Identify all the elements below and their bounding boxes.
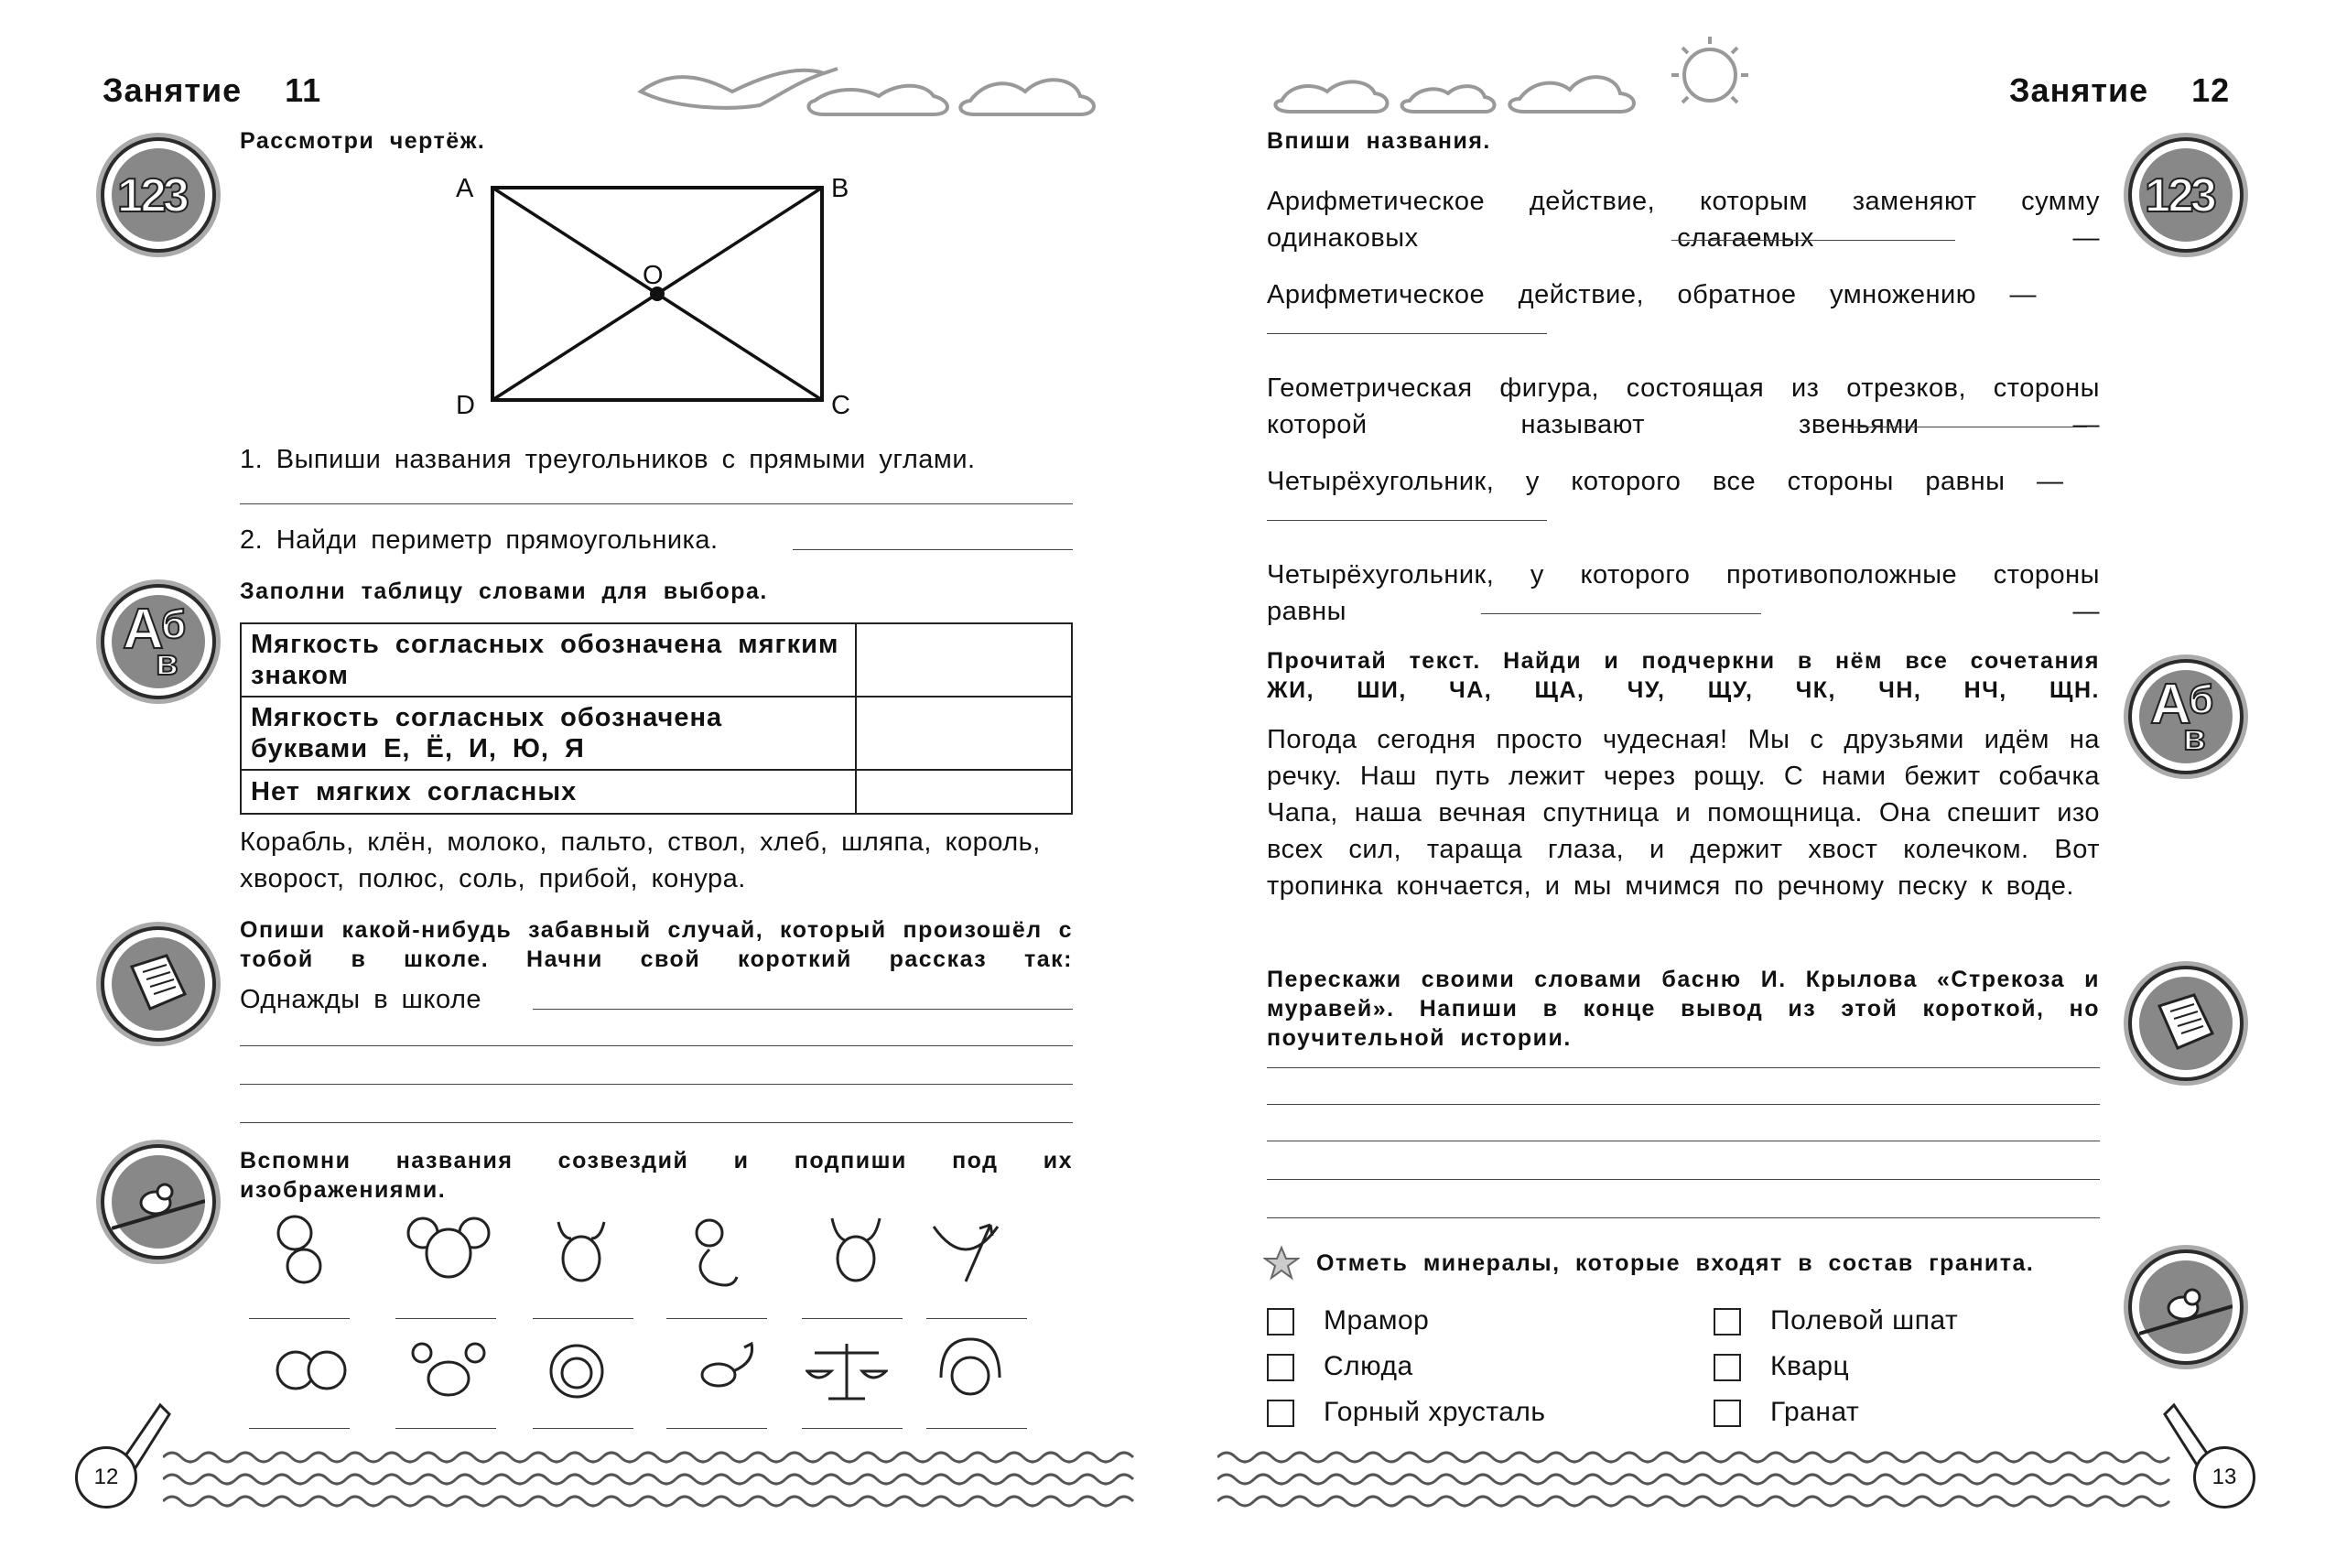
left-page-number-badge [75, 1446, 137, 1509]
right-ex3-instruction: Перескажи своими словами басню И. Крылова «Стрекоза и муравей». Напиши в конце вывод из этой короткой, но поучительной истории. [1267, 967, 2100, 1051]
label-a: A [456, 174, 474, 203]
mineral-checkbox[interactable] [1267, 1400, 1294, 1427]
mineral-option[interactable] [1267, 1298, 1429, 1344]
definition-answer-line[interactable] [1267, 520, 1547, 521]
zodiac-pisces-icon [267, 1213, 331, 1286]
retell-line[interactable] [1267, 1179, 2100, 1180]
table-answer-cell[interactable] [856, 770, 1072, 814]
definition-5 [1267, 557, 2100, 630]
mineral-option-label: Мрамор [1324, 1305, 1430, 1336]
definition-answer-line[interactable] [1481, 613, 1761, 614]
mineral-option-label: Горный хрусталь [1324, 1397, 1546, 1427]
definition-answer-line[interactable] [1267, 333, 1547, 334]
left-ex2-instruction: Заполни таблицу словами для выбора. [240, 579, 768, 604]
letters-badge-v: в [156, 643, 178, 683]
left-lesson-title: Занятие [103, 71, 243, 109]
letters-badge-v: в [2183, 718, 2206, 758]
mineral-option[interactable] [1267, 1344, 1413, 1390]
zodiac-answer-line[interactable] [666, 1428, 767, 1429]
wavy-divider [1217, 1446, 2179, 1510]
wavy-divider [163, 1446, 1142, 1510]
definition-1-text [1267, 183, 2100, 256]
left-ex1-q2: 2. Найди периметр прямоугольника. [240, 525, 719, 555]
book-badge-icon [101, 926, 216, 1042]
story-line[interactable] [240, 1122, 1073, 1123]
right-page-number-badge [2193, 1446, 2255, 1509]
zodiac-virgo-icon [934, 1332, 1007, 1410]
zodiac-taurus-icon [549, 1213, 613, 1286]
zodiac-aries-icon [403, 1213, 494, 1286]
mineral-checkbox[interactable] [1267, 1308, 1294, 1336]
definition-5-label: Четырёхугольник, у которого противоположные стороны равны — [1267, 560, 2100, 626]
right-lesson-heading [2009, 71, 2230, 110]
letters-badge-a: А [123, 598, 164, 661]
book-icon [123, 948, 194, 1020]
star-icon [1263, 1245, 1300, 1281]
left-ex4-instruction: Вспомни названия созвездий и подпиши под их изображениями. [240, 1148, 1073, 1203]
right-page-number: 13 [2211, 1465, 2237, 1489]
right-lesson-number: 12 [2191, 71, 2231, 109]
zodiac-scorpio-icon [682, 1335, 764, 1408]
zodiac-leo-icon [545, 1335, 609, 1408]
zodiac-answer-line[interactable] [395, 1428, 496, 1429]
mineral-checkbox[interactable] [1267, 1354, 1294, 1381]
book-icon [2150, 988, 2222, 1059]
zodiac-cancer-icon [407, 1338, 490, 1402]
bird-on-branch-icon [2139, 1260, 2233, 1354]
definition-4 [1267, 463, 2100, 536]
letters-badge-a: А [2150, 673, 2191, 736]
left-ex2-words: Корабль, клён, молоко, пальто, ствол, хлеб, шляпа, король, хворост, полюс, соль, прибой, конура. [240, 827, 1041, 893]
zodiac-capricorn-icon [819, 1213, 892, 1286]
mineral-option-label: Кварц [1770, 1351, 1850, 1381]
mineral-checkbox[interactable] [1714, 1400, 1741, 1427]
bird-badge-icon [2128, 1249, 2244, 1365]
mineral-option-label: Слюда [1324, 1351, 1413, 1381]
letters-badge-b: б [161, 602, 187, 647]
left-ex3-instruction: Опиши какой-нибудь забавный случай, который произошёл с тобой в школе. Начни свой короткий рассказ так: [240, 917, 1073, 972]
left-page-number: 12 [93, 1465, 119, 1489]
table-answer-cell[interactable] [856, 697, 1072, 770]
mineral-option[interactable] [1267, 1390, 1546, 1435]
zodiac-libra-icon [806, 1335, 888, 1408]
zodiac-gemini-icon [270, 1338, 352, 1402]
retell-line[interactable] [1267, 1104, 2100, 1105]
left-ex3-starter: Однажды в школе [240, 985, 481, 1014]
mineral-option-label: Гранат [1770, 1397, 1860, 1427]
story-line[interactable] [240, 1045, 1073, 1046]
book-badge-icon [2128, 966, 2244, 1081]
left-lesson-number: 11 [285, 71, 322, 109]
right-lesson-title: Занятие [2009, 71, 2149, 109]
zodiac-answer-line[interactable] [926, 1428, 1027, 1429]
zodiac-answer-line[interactable] [802, 1428, 903, 1429]
zodiac-answer-line[interactable] [533, 1428, 633, 1429]
definition-3 [1267, 370, 2100, 443]
definition-1 [1267, 183, 2100, 256]
right-ex1-instruction: Впиши названия. [1267, 128, 1491, 154]
table-row-label: Мягкость согласных обозначена буквами Е, Ё, И, Ю, Я [241, 697, 856, 770]
bird-and-clouds-doodle [622, 55, 1098, 119]
zodiac-answer-line[interactable] [249, 1428, 350, 1429]
zodiac-answer-line[interactable] [533, 1318, 633, 1319]
math-badge-icon [2128, 137, 2244, 253]
table-row-label: Мягкость согласных обозначена мягким знаком [241, 623, 856, 697]
definition-3-label: Геометрическая фигура, состоящая из отрезков, стороны которой называют звеньями — [1267, 373, 2100, 439]
letters-badge-icon [101, 584, 216, 699]
story-line[interactable] [240, 1084, 1073, 1085]
zodiac-sagittarius-icon [925, 1217, 1007, 1291]
math-badge-icon [101, 137, 216, 253]
zodiac-aquarius-icon [682, 1213, 746, 1295]
mineral-option[interactable] [1714, 1390, 1859, 1435]
clouds-and-sun-doodle [1272, 27, 1785, 119]
left-ex1-instruction: Рассмотри чертёж. [240, 128, 486, 154]
zodiac-answer-line[interactable] [395, 1318, 496, 1319]
answer-line-q1[interactable] [240, 503, 1073, 504]
letters-badge-icon [2128, 659, 2244, 774]
mineral-option[interactable] [1714, 1298, 1958, 1344]
definition-4-label: Четырёхугольник, у которого все стороны равны — [1267, 467, 2064, 496]
label-b: B [831, 174, 849, 203]
definition-1-label: Арифметическое действие, которым заменяют сумму одинаковых слагаемых — [1267, 187, 2100, 253]
right-ex2-instruction: Прочитай текст. Найди и подчеркни в нём все сочетания ЖИ, ШИ, ЧА, ЩА, ЧУ, ЩУ, ЧК, ЧН, НЧ, ЩН. [1267, 648, 2100, 703]
definition-2 [1267, 276, 2100, 350]
label-d: D [456, 391, 476, 420]
definition-2-label: Арифметическое действие, обратное умножению — [1267, 280, 2038, 309]
retell-line[interactable] [1267, 1067, 2100, 1068]
bird-on-branch-icon [112, 1155, 205, 1249]
zodiac-answer-line[interactable] [926, 1318, 1027, 1319]
bird-badge-icon [101, 1144, 216, 1260]
definition-answer-line[interactable] [1671, 240, 1955, 241]
mineral-checkbox[interactable] [1714, 1308, 1741, 1336]
math-badge-text: 123 [117, 169, 186, 222]
letters-badge-b: б [2189, 677, 2214, 722]
label-o: O [643, 261, 665, 290]
right-ex4-instruction: Отметь минералы, которые входят в состав гранита. [1316, 1250, 2035, 1276]
soft-consonants-table [240, 622, 1073, 815]
answer-line-q2[interactable] [793, 549, 1073, 550]
left-ex1-q1: 1. Выпиши названия треугольников с прямыми углами. [240, 445, 976, 474]
zodiac-answer-line[interactable] [249, 1318, 350, 1319]
table-row-label: Нет мягких согласных [241, 770, 856, 814]
mineral-checkbox[interactable] [1714, 1354, 1741, 1381]
table-answer-cell[interactable] [856, 623, 1072, 697]
zodiac-answer-line[interactable] [802, 1318, 903, 1319]
retell-line[interactable] [1267, 1217, 2100, 1218]
math-badge-text: 123 [2145, 169, 2213, 222]
mineral-option-label: Полевой шпат [1770, 1305, 1959, 1336]
mineral-option[interactable] [1714, 1344, 1849, 1390]
left-lesson-heading [103, 71, 321, 110]
zodiac-answer-line[interactable] [666, 1318, 767, 1319]
right-ex2-text: Погода сегодня просто чудесная! Мы с друзьями идём на речку. Наш путь лежит через рощу. С нами бежит собачка Чапа, наша вечная спутница и помощница. Она спешит изо всех сил, тараща глаза, и держит хвост колечком. Вот тропинка кончается, и мы мчимся по речному песку к воде. [1267, 725, 2100, 901]
label-c: C [831, 391, 851, 420]
story-line[interactable] [533, 1009, 1073, 1010]
